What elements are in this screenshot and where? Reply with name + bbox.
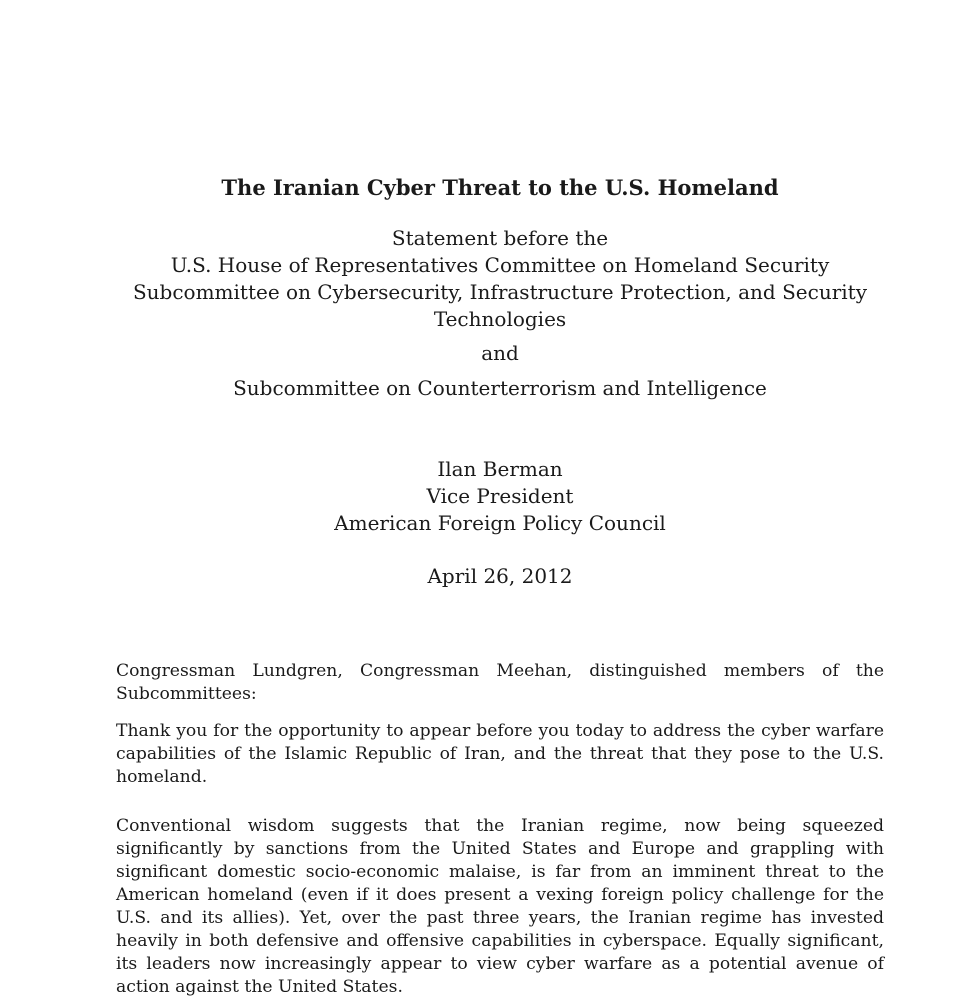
statement-line: Statement before the [391,226,609,250]
author-position: Vice President [426,484,574,508]
statement-line: Technologies [433,307,567,331]
author-block [0,456,965,537]
body-paragraph: Conventional wisdom suggests that the Iranian regime, now being squeezed significantly by sanctions from the United States and Europe and grappling with significant domestic socio-economic malaise, is far from an imminent threat to the American homeland (even if it does present a vexing foreign policy challenge for the U.S. and its allies). Yet, over the past three years, the Iranian regime has invested heavily in both defensive and offensive capabilities in cyberspace. Equally significant, its leaders now increasingly appear to view cyber warfare as a potential avenue of action against the United States. [116,816,884,997]
body-paragraph: Thank you for the opportunity to appear before you today to address the cyber warfare capabilities of the Islamic Republic of Iran, and the threat that they pose to the U.S. homeland. [116,721,884,787]
document-title: The Iranian Cyber Threat to the U.S. Homeland [221,175,779,200]
author-organization: American Foreign Policy Council [334,511,666,535]
salutation-paragraph: Congressman Lundgren, Congressman Meehan, distinguished members of the Subcommittees: [116,661,884,704]
second-subcommittee: Subcommittee on Counterterrorism and Intelligence [233,376,767,400]
statement-line: Subcommittee on Cybersecurity, Infrastructure Protection, and Security [132,280,868,304]
statement-line: U.S. House of Representatives Committee on Homeland Security [170,253,830,277]
and-connector: and [481,341,519,365]
document-date: April 26, 2012 [427,564,573,588]
statement-block [0,225,965,333]
author-name: Ilan Berman [437,457,563,481]
